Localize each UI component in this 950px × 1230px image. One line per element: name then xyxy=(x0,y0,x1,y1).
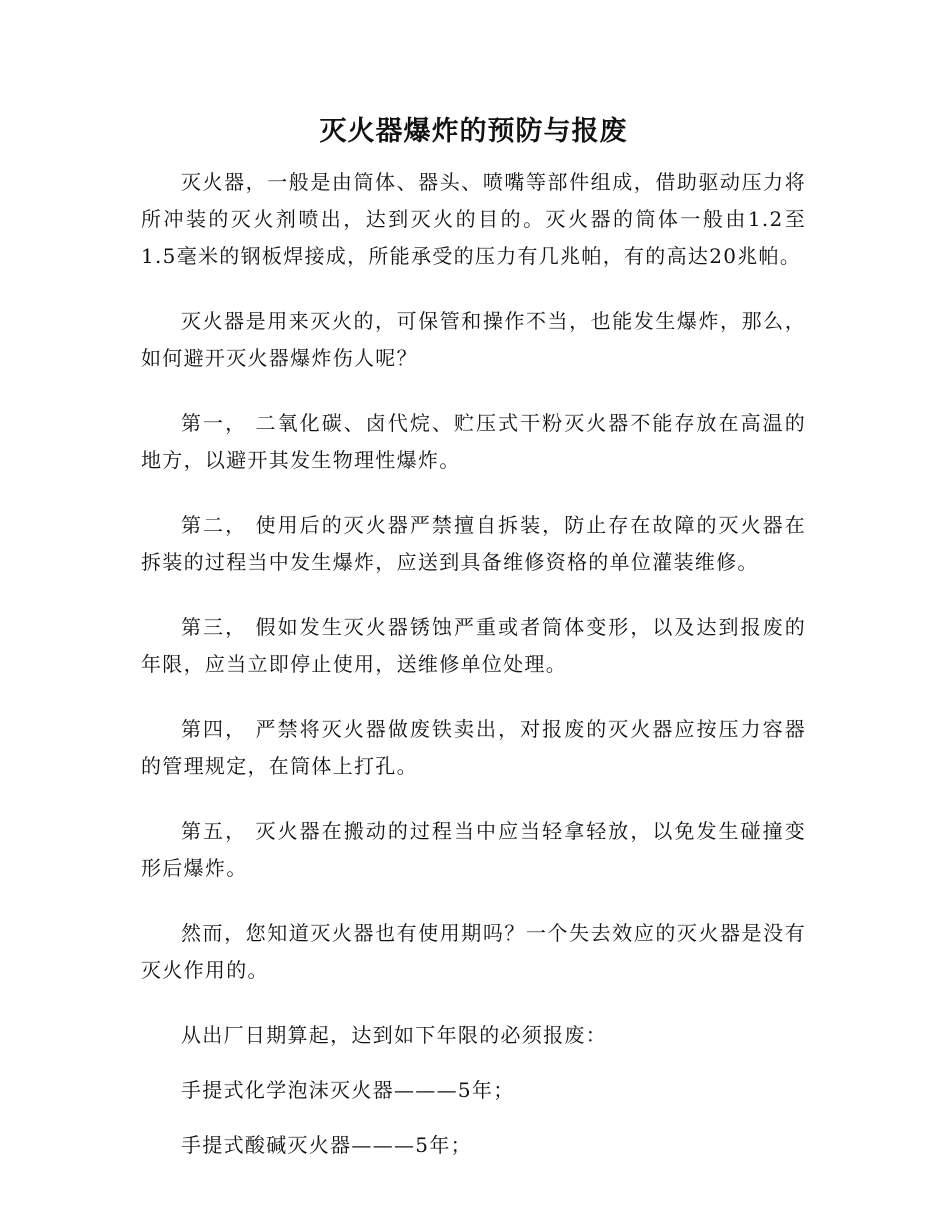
paragraph-service-life: 然而，您知道灭火器也有使用期吗？一个失去效应的灭火器是没有灭火作用的。 xyxy=(141,921,806,982)
paragraph-question: 灭火器是用来灭火的，可保管和操作不当，也能发生爆炸，那么，如何避开灭火器爆炸伤人呢？ xyxy=(141,309,806,370)
paragraph-point-5: 第五， 灭火器在搬动的过程当中应当轻拿轻放，以免发生碰撞变形后爆炸。 xyxy=(141,819,806,880)
paragraph-intro: 灭火器，一般是由筒体、器头、喷嘴等部件组成，借助驱动压力将所冲装的灭火剂喷出，达到灭火的目的。灭火器的筒体一般由1.2至1.5毫米的钢板焊接成，所能承受的压力有几兆帕，有的高达20兆帕。 xyxy=(141,170,806,268)
paragraph-point-1: 第一， 二氧化碳、卤代烷、贮压式干粉灭火器不能存放在高温的地方，以避开其发生物理性爆炸。 xyxy=(141,411,806,472)
paragraph-scrap-rule: 从出厂日期算起，达到如下年限的必须报废： xyxy=(181,1023,607,1047)
list-item-acid-alkali-extinguisher: 手提式酸碱灭火器———5年； xyxy=(181,1133,472,1157)
paragraph-point-2: 第二， 使用后的灭火器严禁擅自拆装，防止存在故障的灭火器在拆装的过程当中发生爆炸，应送到具备维修资格的单位灌装维修。 xyxy=(141,513,806,574)
document-title: 灭火器爆炸的预防与报废 xyxy=(319,116,628,147)
paragraph-point-4: 第四， 严禁将灭火器做废铁卖出，对报废的灭火器应按压力容器的管理规定，在筒体上打孔。 xyxy=(141,717,806,778)
list-item-foam-extinguisher: 手提式化学泡沫灭火器———5年； xyxy=(181,1078,515,1102)
paragraph-point-3: 第三， 假如发生灭火器锈蚀严重或者筒体变形，以及达到报废的年限，应当立即停止使用，送维修单位处理。 xyxy=(141,615,806,676)
document-body xyxy=(141,112,806,1182)
